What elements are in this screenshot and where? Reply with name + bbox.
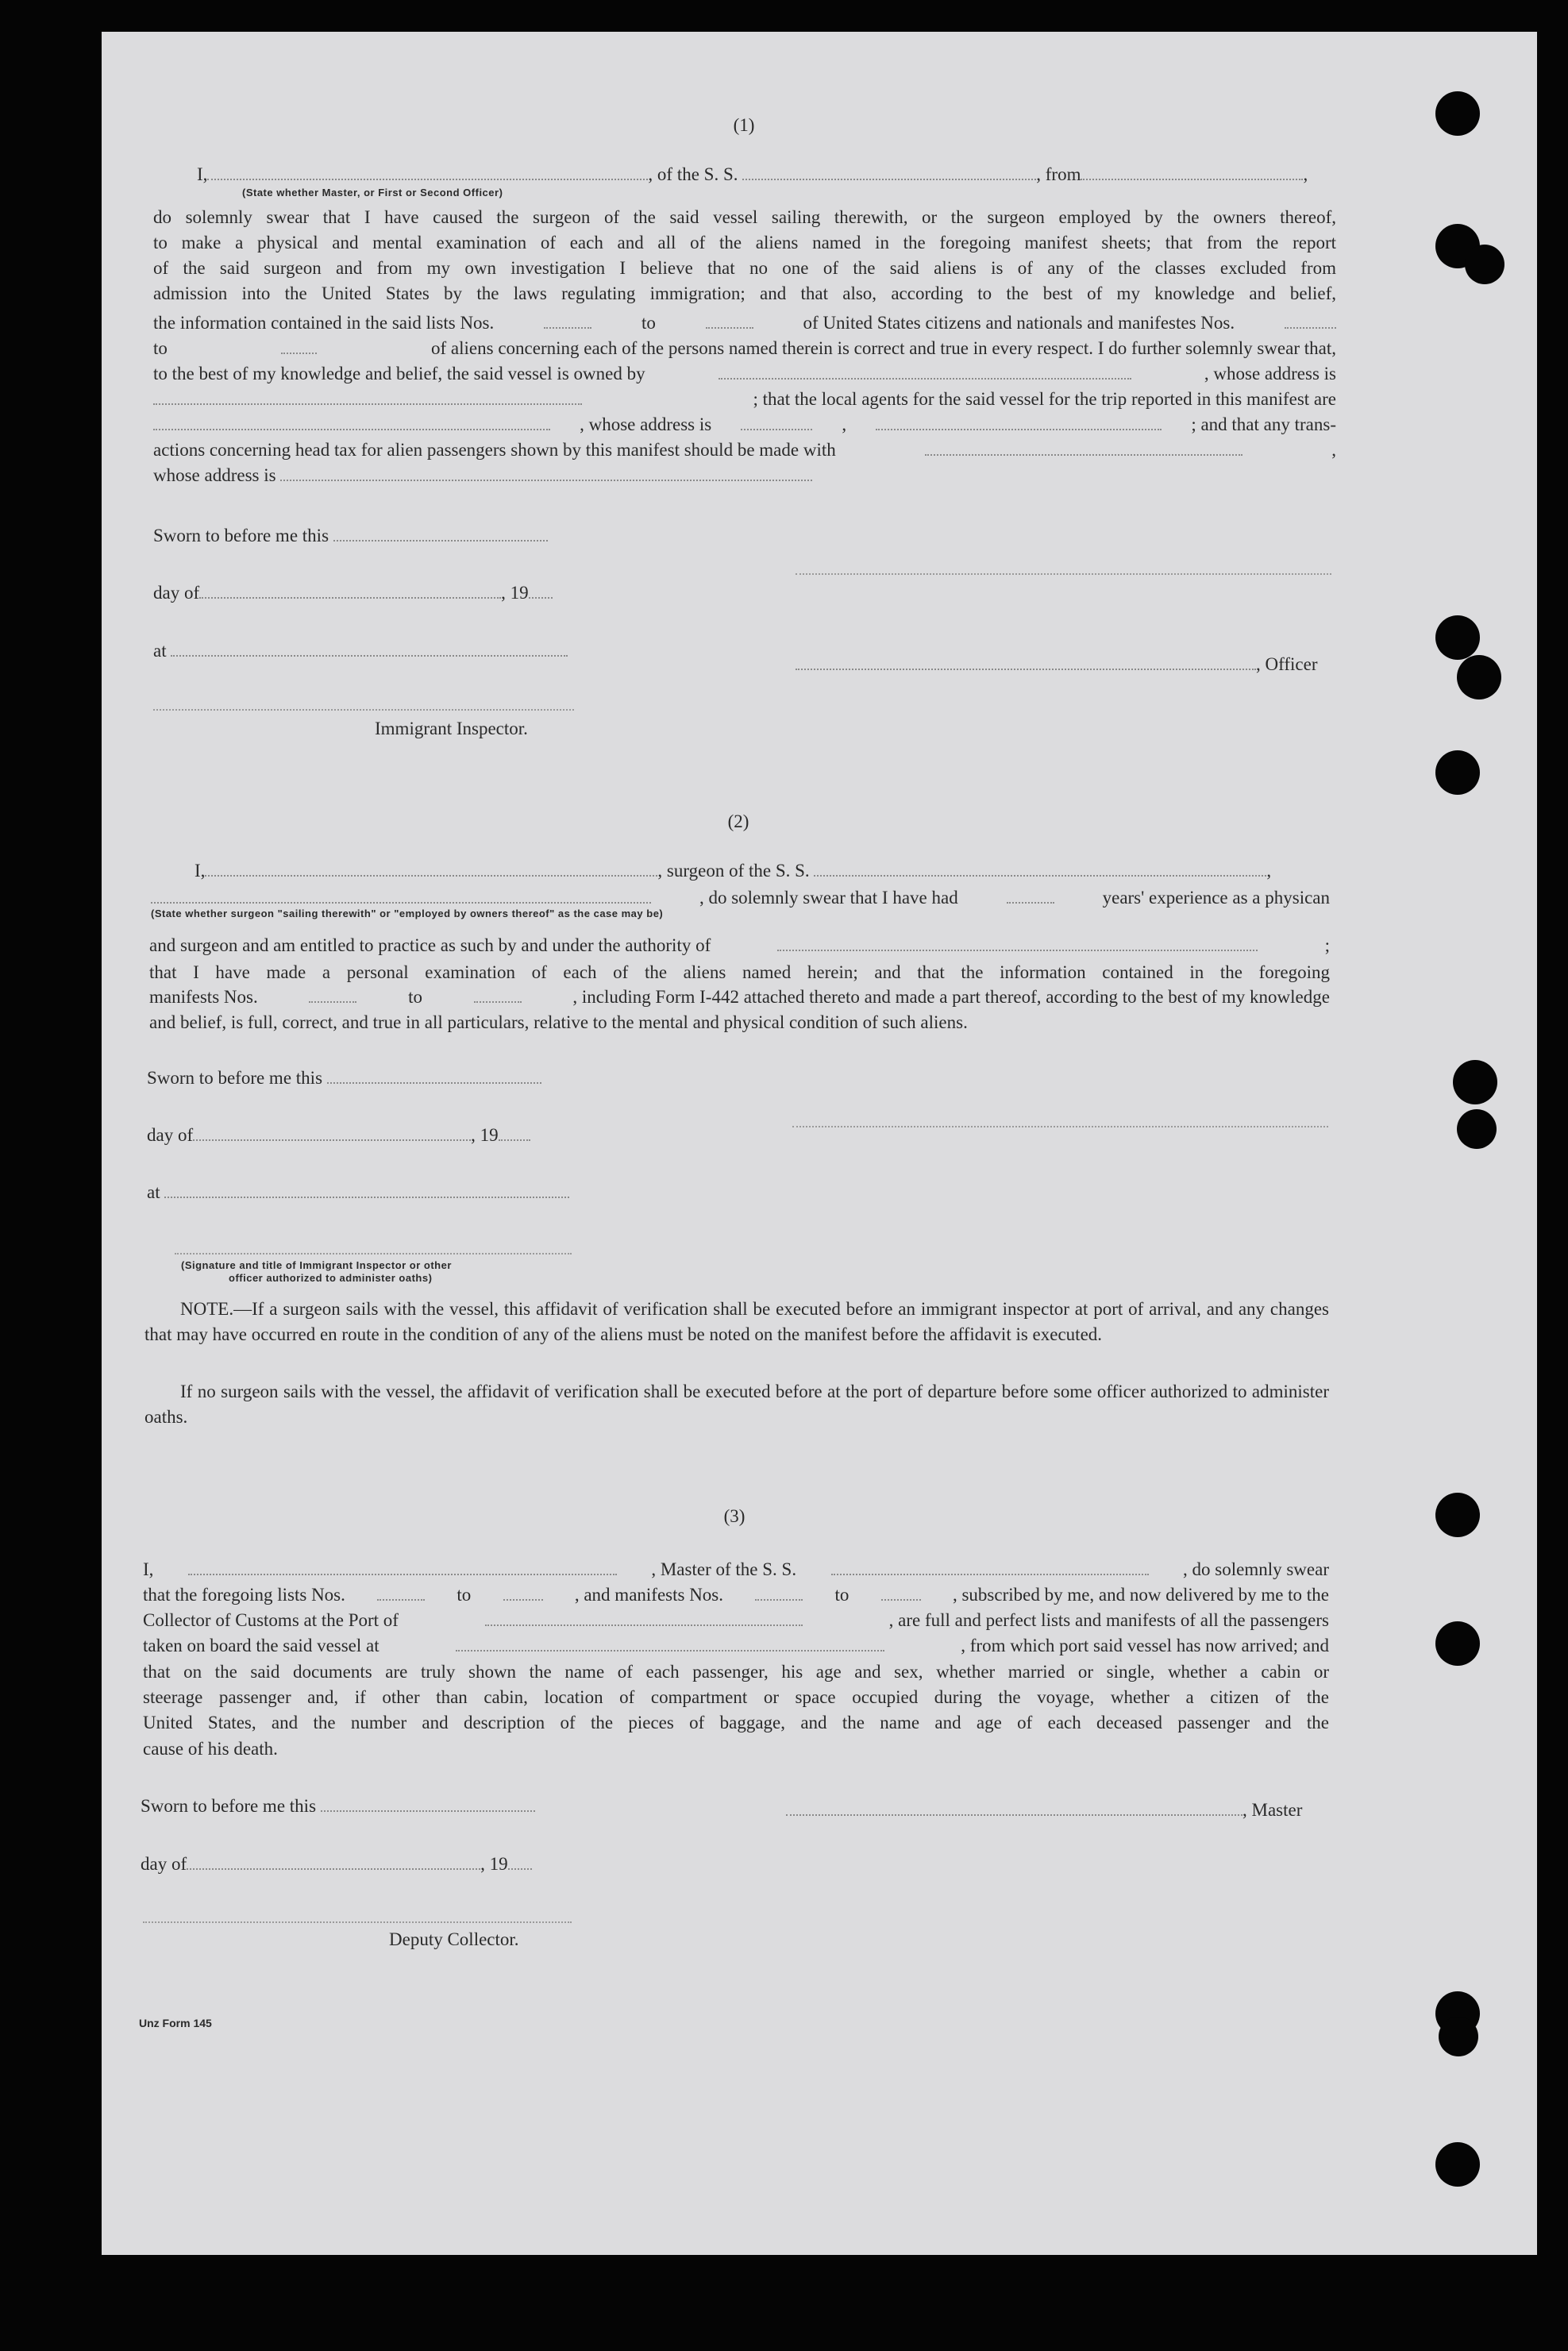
text: If no surgeon sails with the vessel, the affidavit of verification shall be executed before at the port of departure before some officer authorized to administer oaths. — [144, 1382, 1329, 1427]
blank-field[interactable] — [755, 1583, 803, 1601]
inspector-title: Immigrant Inspector. — [375, 719, 528, 738]
section3-line1 — [143, 1558, 1329, 1582]
officer-line — [796, 653, 1317, 676]
section1-row8 — [153, 387, 1336, 411]
blank-field[interactable] — [777, 934, 1258, 951]
text: to — [153, 338, 168, 358]
text: to — [834, 1585, 849, 1605]
text: , of the S. S. — [648, 164, 738, 184]
text: ; that the local agents for the said vessel for the trip reported in this manifest are — [753, 389, 1336, 409]
blank-field[interactable] — [925, 438, 1242, 456]
at-line — [147, 1181, 569, 1204]
blank-field[interactable] — [187, 1852, 480, 1870]
blank-field[interactable] — [499, 1123, 530, 1141]
text: , including Form I-442 attached thereto and made a part thereof, according to the best of my knowledge — [572, 987, 1330, 1007]
section1-row7 — [153, 362, 1336, 386]
blank-field[interactable] — [193, 1123, 471, 1141]
text-row: of the said surgeon and from my own investigation I believe that no one of the said aliens is of any of the classes excluded from — [153, 258, 1336, 278]
text: whose address is — [153, 465, 276, 485]
text: , 19 — [480, 1854, 508, 1874]
section1-line1 — [197, 163, 1308, 187]
signature-line[interactable] — [143, 1921, 572, 1923]
blank-field[interactable] — [706, 311, 753, 329]
text: ; — [1324, 935, 1330, 955]
text: to the best of my knowledge and belief, the said vessel is owned by — [153, 364, 645, 383]
binder-hole — [1465, 245, 1504, 284]
blank-field[interactable] — [309, 985, 356, 1003]
section1-row11 — [153, 464, 812, 488]
section2-row3 — [149, 934, 1330, 958]
section2-line2 — [151, 886, 1330, 910]
signature-caption: (Signature and title of Immigrant Inspector or other — [181, 1259, 452, 1271]
binder-hole — [1435, 1621, 1480, 1666]
text: at — [147, 1182, 160, 1202]
blank-field[interactable] — [280, 464, 812, 481]
day-of-line — [141, 1852, 532, 1876]
blank-field[interactable] — [321, 1794, 535, 1812]
text: , Officer — [1256, 654, 1318, 674]
text: , do solemnly swear that I have had — [699, 888, 958, 908]
text: at — [153, 641, 167, 661]
blank-field[interactable] — [164, 1181, 569, 1198]
text: , whose address is — [1204, 364, 1336, 383]
blank-field[interactable] — [207, 163, 648, 180]
binder-hole — [1435, 91, 1480, 136]
text-row: steerage passenger and, if other than cabin, location of compartment or space occupied during the voyage, whether a citizen of the — [143, 1687, 1329, 1707]
text: the information contained in the said lists Nos. — [153, 313, 495, 333]
text: , surgeon of the S. S. — [657, 861, 810, 881]
text-row: do solemnly swear that I have caused the surgeon of the said vessel sailing therewith, or the surgeon employed by the owners thereof, — [153, 207, 1336, 227]
day-of-line — [153, 581, 553, 605]
text: day of — [141, 1854, 187, 1874]
blank-field[interactable] — [742, 163, 1036, 180]
blank-field[interactable] — [205, 859, 657, 877]
blank-field[interactable] — [508, 1852, 532, 1870]
blank-field[interactable] — [199, 581, 501, 599]
text: , and manifests Nos. — [574, 1585, 724, 1605]
section3-row3 — [143, 1609, 1329, 1632]
signature-line[interactable] — [175, 1253, 572, 1255]
section2-body — [149, 960, 1330, 985]
binder-hole — [1435, 1493, 1480, 1537]
blank-field[interactable] — [281, 337, 317, 354]
blank-field[interactable] — [881, 1583, 921, 1601]
text: , 19 — [471, 1125, 499, 1145]
binder-hole — [1457, 655, 1501, 700]
sworn-line — [153, 524, 548, 548]
blank-field[interactable] — [485, 1609, 803, 1626]
binder-hole — [1457, 1109, 1497, 1149]
blank-field[interactable] — [719, 362, 1131, 380]
text-row: that on the said documents are truly shown the name of each passenger, his age and sex, whether married or single, whether a cabin or — [143, 1662, 1329, 1682]
field-caption: (State whether Master, or First or Second Officer) — [242, 187, 503, 198]
section1-row9 — [153, 413, 1336, 437]
section3-row8: cause of his death. — [143, 1739, 278, 1759]
section2-line1 — [195, 859, 1271, 883]
blank-field[interactable] — [474, 985, 522, 1003]
binder-hole — [1435, 615, 1480, 660]
text: to — [641, 313, 656, 333]
text: , — [842, 414, 847, 434]
blank-field[interactable] — [529, 581, 553, 599]
blank-field[interactable] — [456, 1634, 884, 1651]
blank-field[interactable] — [151, 886, 651, 904]
section3-row4 — [143, 1634, 1329, 1658]
signature-line[interactable] — [796, 573, 1331, 575]
blank-field[interactable] — [741, 413, 812, 430]
text: , Master — [1242, 1800, 1303, 1820]
blank-field[interactable] — [831, 1558, 1149, 1575]
section-number: (3) — [723, 1506, 745, 1526]
text: , from which port said vessel has now arrived; and — [961, 1636, 1329, 1655]
form-number: Unz Form 145 — [139, 2017, 212, 2029]
section3-row2 — [143, 1583, 1329, 1607]
text: of aliens concerning each of the persons named therein is correct and true in every respect. I do further solemnly swear that, — [431, 338, 1336, 358]
section-number: (2) — [727, 811, 749, 831]
text: to — [408, 987, 423, 1007]
text: Collector of Customs at the Port of — [143, 1610, 399, 1630]
section-number: (1) — [733, 115, 755, 135]
sworn-line — [141, 1794, 535, 1818]
text: , from — [1036, 164, 1081, 184]
text: Sworn to before me this — [147, 1068, 323, 1088]
text: , — [1331, 440, 1336, 460]
blank-field[interactable] — [1007, 886, 1054, 904]
text: and surgeon and am entitled to practice as such by and under the authority of — [149, 935, 711, 955]
text-row: to make a physical and mental examination of each and all of the aliens named in the foregoing manifest sheets; that from the report — [153, 233, 1336, 252]
text: day of — [147, 1125, 194, 1145]
section2-row5 — [149, 985, 1330, 1009]
blank-field[interactable] — [1081, 163, 1303, 180]
blank-field[interactable] — [796, 653, 1256, 670]
blank-field[interactable] — [503, 1583, 543, 1601]
text: NOTE.—If a surgeon sails with the vessel, this affidavit of verification shall be executed before an immigrant inspector at port of arrival, and any changes that may have occurred en route in the condition of any of the aliens must be noted on the manifest before the affidavit is executed. — [144, 1299, 1329, 1344]
section1-row5 — [153, 311, 1336, 335]
binder-hole — [1435, 2142, 1480, 2187]
signature-caption: officer authorized to administer oaths) — [229, 1272, 433, 1284]
text: that the foregoing lists Nos. — [143, 1585, 345, 1605]
blank-field[interactable] — [333, 524, 548, 542]
blank-field[interactable] — [544, 311, 591, 329]
blank-field[interactable] — [153, 387, 582, 405]
master-line — [786, 1798, 1302, 1822]
text: , subscribed by me, and now delivered by me to the — [952, 1585, 1329, 1605]
signature-line[interactable] — [792, 1126, 1328, 1127]
text: actions concerning head tax for alien passengers shown by this manifest should be made with — [153, 440, 836, 460]
section2-row6: and belief, is full, correct, and true in all particulars, relative to the mental and physical condition of such aliens. — [149, 1012, 968, 1032]
section1-row10 — [153, 438, 1336, 462]
text: to — [457, 1585, 472, 1605]
text: , whose address is — [580, 414, 712, 434]
text: , are full and perfect lists and manifests of all the passengers — [888, 1610, 1329, 1630]
section3-body — [143, 1659, 1329, 1736]
note-paragraph — [144, 1379, 1329, 1430]
deputy-title: Deputy Collector. — [389, 1929, 519, 1949]
note-paragraph — [144, 1297, 1329, 1347]
text: , 19 — [501, 583, 529, 603]
text: taken on board the said vessel at — [143, 1636, 379, 1655]
blank-field[interactable] — [1285, 311, 1336, 329]
blank-field[interactable] — [327, 1066, 541, 1084]
section1-row6 — [153, 337, 1336, 360]
blank-field[interactable] — [377, 1583, 425, 1601]
text: ; and that any trans- — [1191, 414, 1336, 434]
section1-body — [153, 205, 1336, 306]
day-of-line — [147, 1123, 530, 1147]
blank-field[interactable] — [786, 1798, 1242, 1816]
blank-field[interactable] — [188, 1558, 617, 1575]
text: day of — [153, 583, 200, 603]
text: , — [1266, 861, 1272, 881]
field-caption: (State whether surgeon "sailing therewith" or "employed by owners thereof" as the case may be) — [151, 908, 664, 919]
text: , Master of the S. S. — [651, 1559, 797, 1579]
text: manifests Nos. — [149, 987, 258, 1007]
sworn-line — [147, 1066, 541, 1090]
text: I, — [195, 861, 206, 881]
text: Sworn to before me this — [153, 526, 329, 545]
text-row: that I have made a personal examination of each of the aliens named herein; and that the information contained in the foregoing — [149, 962, 1330, 982]
signature-line[interactable] — [153, 709, 574, 711]
text-row: admission into the United States by the laws regulating immigration; and that also, according to the best of my knowledge and belief, — [153, 283, 1336, 303]
binder-hole — [1453, 1060, 1497, 1104]
text-row: United States, and the number and description of the pieces of baggage, and the name and age of each deceased passenger and the — [143, 1713, 1329, 1732]
text: I, — [143, 1559, 154, 1579]
text: I, — [197, 164, 208, 184]
at-line — [153, 639, 568, 663]
text: years' experience as a physican — [1102, 888, 1330, 908]
text: , — [1303, 164, 1308, 184]
binder-hole — [1435, 750, 1480, 795]
text: , do solemnly swear — [1183, 1559, 1329, 1579]
blank-field[interactable] — [876, 413, 1162, 430]
text: of United States citizens and nationals and manifestes Nos. — [803, 313, 1235, 333]
blank-field[interactable] — [153, 413, 550, 430]
text: Sworn to before me this — [141, 1796, 317, 1816]
blank-field[interactable] — [171, 639, 568, 657]
binder-hole — [1439, 2017, 1478, 2056]
blank-field[interactable] — [814, 859, 1266, 877]
